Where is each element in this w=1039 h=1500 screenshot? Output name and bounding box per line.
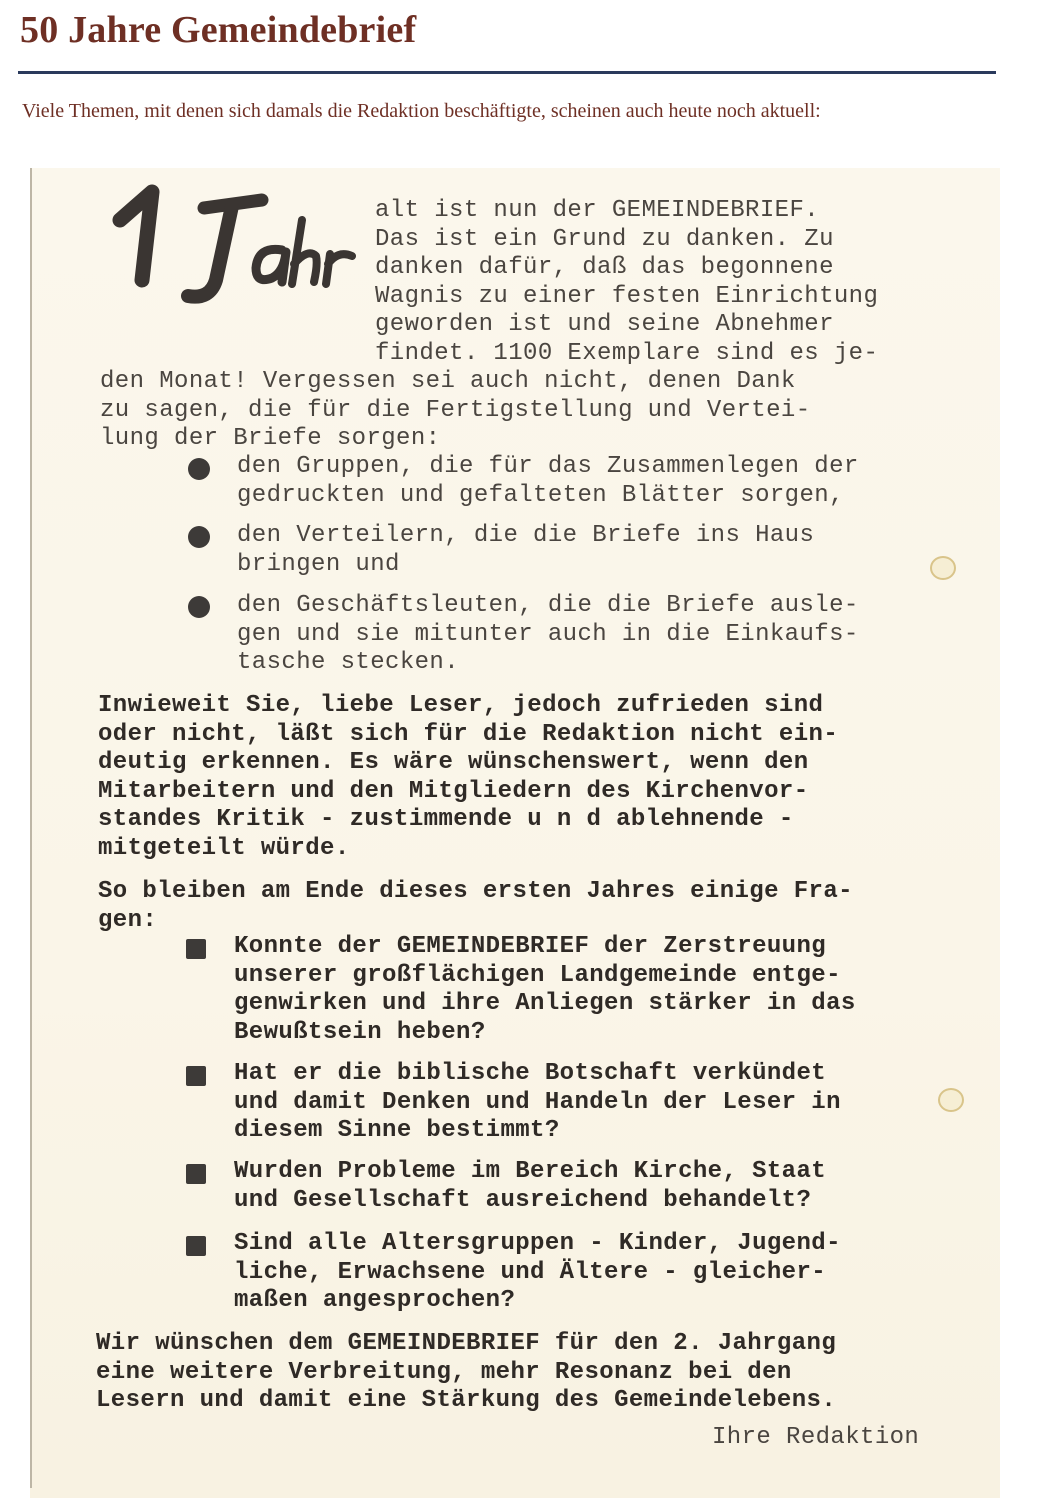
text-line: Lesern und damit eine Stärkung des Gemeindelebens.	[96, 1387, 837, 1414]
text-line: oder nicht, läßt sich für die Redaktion nicht ein-	[98, 720, 839, 748]
round-bullet-icon	[188, 596, 210, 618]
text-line: Sind alle Altersgruppen - Kinder, Jugend-	[234, 1230, 841, 1257]
list-item	[237, 522, 814, 579]
text-line: Bewußtsein heben?	[234, 1018, 486, 1046]
questions-intro	[98, 878, 853, 935]
text-line: den Gruppen, die für das Zusammenlegen der	[237, 453, 859, 480]
round-bullet-icon	[188, 458, 210, 480]
text-line: gen:	[98, 906, 158, 934]
one-year-logo-drawing	[112, 168, 362, 318]
text-line: So bleiben am Ende dieses ersten Jahres einige Fra-	[98, 878, 853, 905]
text-line: mitgeteilt würde.	[98, 834, 350, 862]
punch-hole-mark	[930, 556, 956, 580]
title-divider	[18, 71, 996, 74]
text-line: geworden ist und seine Abnehmer	[375, 311, 834, 338]
text-line: gen und sie mitunter auch in die Einkaufs-	[237, 620, 859, 648]
text-line: Inwieweit Sie, liebe Leser, jedoch zufrieden sind	[98, 692, 824, 719]
text-line: alt ist nun der GEMEINDEBRIEF.	[375, 197, 820, 224]
question-item	[234, 1158, 826, 1215]
text-line: eine weitere Verbreitung, mehr Resonanz bei den	[96, 1358, 792, 1386]
text-line: diesem Sinne bestimmt?	[234, 1117, 560, 1144]
question-item	[234, 1060, 841, 1146]
text-line: den Geschäftsleuten, die die Briefe ausle-	[237, 592, 859, 619]
intro-paragraph-indented	[375, 197, 878, 368]
text-line: Hat er die biblische Botschaft verkündet	[234, 1060, 827, 1087]
one-year-logo	[112, 168, 362, 318]
text-line: und damit Denken und Handeln der Leser in	[234, 1088, 841, 1116]
text-line: deutig erkennen. Es wäre wünschenswert, wenn den	[98, 749, 809, 776]
text-line: zu sagen, die für die Fertigstellung und Vertei-	[100, 396, 811, 424]
text-line: den Monat! Vergessen sei auch nicht, denen Dank	[100, 368, 796, 395]
text-line: Wagnis zu einer festen Einrichtung	[375, 282, 879, 310]
square-bullet-icon	[186, 939, 206, 959]
text-line: lung der Briefe sorgen:	[100, 425, 441, 452]
list-item	[237, 453, 859, 510]
square-bullet-icon	[186, 1164, 206, 1184]
question-item	[234, 933, 856, 1047]
page-subtitle: Viele Themen, mit denen sich damals die Redaktion beschäftigte, scheinen auch heute noch aktuell:	[22, 100, 821, 122]
text-line: standes Kritik - zustimmende u n d ablehnende -	[98, 806, 794, 833]
text-line: und Gesellschaft ausreichend behandelt?	[234, 1186, 812, 1214]
text-line: Konnte der GEMEINDEBRIEF der Zerstreuung	[234, 933, 827, 960]
list-item	[237, 592, 859, 678]
square-bullet-icon	[186, 1236, 206, 1256]
text-line: liche, Erwachsene und Ältere - gleicher-	[234, 1258, 827, 1286]
text-line: den Verteilern, die die Briefe ins Haus	[237, 522, 815, 549]
question-item	[234, 1230, 841, 1316]
text-line: bringen und	[237, 550, 400, 578]
text-line: Wir wünschen dem GEMEINDEBRIEF für den 2. Jahrgang	[96, 1330, 837, 1357]
text-line: Mitarbeitern und den Mitgliedern des Kirchenvor-	[98, 777, 809, 805]
closing-paragraph	[96, 1330, 836, 1416]
text-line: genwirken und ihre Anliegen stärker in das	[234, 990, 856, 1017]
punch-hole-mark	[938, 1088, 964, 1112]
text-line: tasche stecken.	[237, 649, 460, 676]
text-line: Das ist ein Grund zu danken. Zu	[375, 225, 834, 253]
text-line: Wurden Probleme im Bereich Kirche, Staat	[234, 1158, 827, 1185]
text-line: maßen angesprochen?	[234, 1287, 516, 1314]
intro-paragraph-continued	[100, 368, 811, 454]
text-line: unserer großflächigen Landgemeinde entge-	[234, 961, 841, 989]
signature: Ihre Redaktion	[712, 1424, 920, 1451]
text-line: findet. 1100 Exemplare sind es je-	[375, 339, 879, 367]
feedback-paragraph	[98, 692, 838, 863]
text-line: gedruckten und gefalteten Blätter sorgen,	[237, 481, 844, 509]
scan-edge-line	[30, 168, 32, 1488]
page-title: 50 Jahre Gemeindebrief	[20, 9, 417, 51]
round-bullet-icon	[188, 526, 210, 548]
square-bullet-icon	[186, 1066, 206, 1086]
text-line: danken dafür, daß das begonnene	[375, 254, 834, 281]
